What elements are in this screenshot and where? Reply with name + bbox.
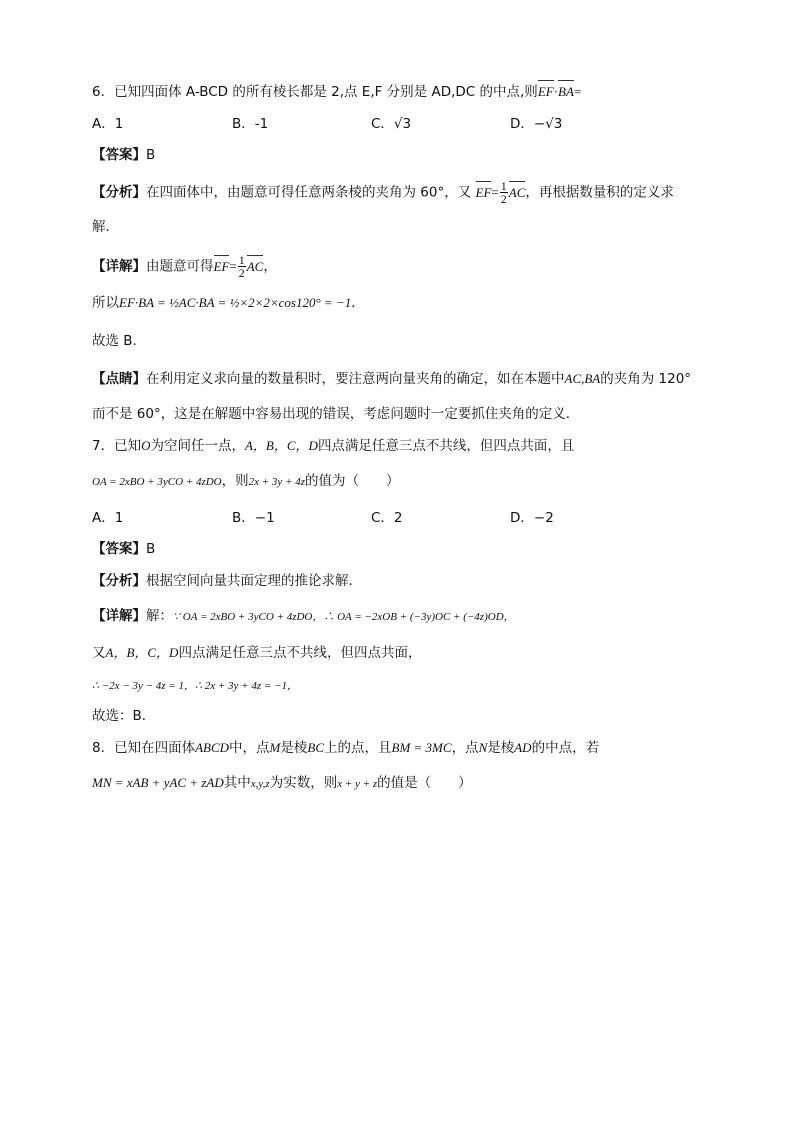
q8-stem: 8．已知在四面体ABCD中，点M是棱BC上的点，且BM = 3MC，点N是棱AD的中点，若: [92, 740, 600, 756]
vector-ba: BA: [558, 82, 574, 102]
q7-analysis: 【分析】根据空间向量共面定理的推论求解．: [92, 573, 362, 589]
q7-stem-cont: OA = 2xBO + 3yCO + 4zDO，则2x + 3y + 4z的值为（ ）: [92, 473, 400, 489]
q7-option-c: C．2: [371, 510, 403, 526]
q7-stem: 7．已知O为空间任一点，A，B，C，D四点满足任意三点不共线，但四点共面，且: [92, 438, 575, 454]
q6-detail-calc: 所以EF·BA = ½AC·BA = ½×2×2×cos120° = −1．: [92, 295, 365, 311]
q6-option-c: C．√3: [371, 116, 412, 132]
q6-remark-cont: 而不是 60°，这是在解题中容易出现的错误，考虑问题时一定要抓住夹角的定义．: [92, 406, 580, 422]
q7-option-d: D．−2: [510, 510, 554, 526]
q6-answer: 【答案】B: [92, 147, 156, 163]
q6-analysis-cont: 解．: [92, 219, 119, 235]
fraction-one-half: $\frac{1}{2}$: [500, 179, 507, 206]
q7-conclusion: 故选：B．: [92, 708, 156, 724]
q6-stem: 6．已知四面体 A-BCD 的所有棱长都是 2,点 E,F 分别是 AD,DC 的中点,则EF·BA=: [92, 84, 582, 100]
q6-option-a: A．1: [92, 116, 124, 132]
q7-detail: 【详解】解：∵ OA = 2xBO + 3yCO + 4zDO，∴ OA = −2xOB + (−3y)OC + (−4z)OD，: [92, 608, 515, 624]
vector-ef: EF: [538, 82, 554, 102]
q7-detail-3: ∴ −2x − 3y − 4z = 1，∴ 2x + 3y + 4z = −1，: [92, 680, 298, 692]
q7-answer: 【答案】B: [92, 541, 156, 557]
q6-conclusion: 故选 B．: [92, 333, 147, 349]
q7-detail-2: 又A，B，C，D四点满足任意三点不共线，但四点共面，: [92, 645, 422, 661]
q8-stem-cont: MN = xAB + yAC + zAD其中x,y,z为实数，则x + y + z的值是（ ）: [92, 775, 472, 791]
q6-option-d: D．−√3: [510, 116, 563, 132]
q6-analysis: 【分析】在四面体中，由题意可得任意两条棱的夹角为 60°，又 EF= $\frac{1}{2}$ AC，再根据数量积的定义求: [92, 179, 674, 206]
q6-detail: 【详解】由题意可得EF= $\frac{1}{2}$ AC，: [92, 253, 277, 280]
q6-remark: 【点睛】在利用定义求向量的数量积时，要注意两向量夹角的确定，如在本题中AC,BA的夹角为 120°: [92, 371, 692, 387]
q6-option-b: B．-1: [232, 116, 269, 132]
q7-option-b: B．−1: [232, 510, 275, 526]
q7-option-a: A．1: [92, 510, 124, 526]
